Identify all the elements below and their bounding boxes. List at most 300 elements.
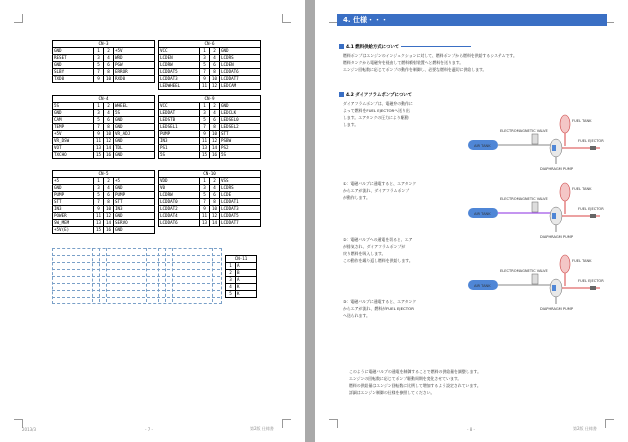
table-cell: 1 bbox=[94, 103, 104, 110]
table-cell: 8 bbox=[104, 69, 114, 76]
table-cell: 8 bbox=[104, 199, 114, 206]
table-cell: PUMP bbox=[114, 192, 155, 199]
table-cell: LEDSTB bbox=[159, 117, 200, 124]
table-cell: LEDWHEEL bbox=[159, 83, 200, 90]
table-cell: SW_MEM bbox=[53, 220, 94, 227]
connector-table bbox=[52, 95, 155, 159]
table-cell: 9 bbox=[200, 131, 210, 138]
connector-table-title: CN-10 bbox=[159, 171, 261, 178]
table-cell: 3 bbox=[94, 55, 104, 62]
table-cell: GND bbox=[53, 185, 94, 192]
table-cell: VCC bbox=[159, 103, 200, 110]
table-cell: LCDDAT5 bbox=[220, 213, 261, 220]
fuel-tank-shape bbox=[560, 183, 570, 201]
table-cell: GND bbox=[114, 138, 155, 145]
table-cell: 8 bbox=[210, 69, 220, 76]
table-cell: 11 bbox=[200, 138, 210, 145]
ejector-label: FUEL EJECTOR bbox=[578, 139, 604, 143]
fuel-tank-label: FUEL TANK bbox=[572, 119, 592, 123]
ejector-shape bbox=[590, 286, 596, 290]
table-cell: POWER bbox=[53, 213, 94, 220]
table-row bbox=[159, 178, 261, 185]
table-cell: LCDDAT6 bbox=[220, 69, 261, 76]
table-cell: 6 bbox=[210, 117, 220, 124]
table-cell: VCC bbox=[159, 48, 200, 55]
table-cell: IN3 bbox=[159, 138, 200, 145]
table-cell: VR_ADJ bbox=[114, 131, 155, 138]
table-cell: 3 bbox=[200, 110, 210, 117]
valve-label: ELECTROMAGNETIC VALVE bbox=[500, 197, 548, 201]
table-cell: 1 bbox=[200, 178, 210, 185]
grid-line bbox=[99, 248, 100, 302]
grid-line bbox=[52, 255, 220, 256]
table-cell: 12 bbox=[104, 213, 114, 220]
section-title bbox=[339, 44, 471, 50]
table-row bbox=[159, 124, 261, 131]
table-cell: IN3 bbox=[53, 206, 94, 213]
table-cell: 5 bbox=[200, 62, 210, 69]
table-row bbox=[159, 185, 261, 192]
connector-table-title: CN-3 bbox=[53, 41, 155, 48]
pump-diagram bbox=[460, 252, 610, 322]
crop-mark bbox=[282, 14, 291, 23]
table-cell: 5 bbox=[94, 192, 104, 199]
table-cell: TXCHO bbox=[53, 152, 94, 159]
table-cell: 5 bbox=[94, 62, 104, 69]
table-row bbox=[159, 145, 261, 152]
crop-mark bbox=[14, 14, 23, 23]
table-cell: 5 bbox=[94, 117, 104, 124]
table-row bbox=[53, 55, 155, 62]
table-cell: +5 bbox=[114, 178, 155, 185]
text-line: ③：電磁バルブに通電すると、エアタンク bbox=[343, 299, 417, 304]
text-line: 詳細はエンジン制御の仕様を参照してください。 bbox=[349, 390, 435, 395]
table-cell: 12 bbox=[210, 138, 220, 145]
step-1-text bbox=[343, 180, 416, 201]
table-cell: PUMP bbox=[53, 192, 94, 199]
bullet-square-icon bbox=[339, 92, 344, 97]
table-cell: 4 bbox=[104, 110, 114, 117]
table-row bbox=[53, 213, 155, 220]
table-cell: PSBW bbox=[220, 138, 261, 145]
table-cell: STT bbox=[53, 199, 94, 206]
table-cell: 13 bbox=[200, 145, 210, 152]
table-row bbox=[159, 55, 261, 62]
table-cell: B bbox=[236, 270, 257, 277]
table-cell: LEDSEL0 bbox=[220, 117, 261, 124]
table-row bbox=[159, 110, 261, 117]
table-cell: 10 bbox=[104, 76, 114, 83]
table-cell: GND bbox=[114, 185, 155, 192]
table-row bbox=[226, 263, 257, 270]
table-cell: RXD0 bbox=[114, 76, 155, 83]
pump-chamber bbox=[552, 285, 556, 291]
footer-left: 2013/3 bbox=[22, 427, 37, 432]
table-row bbox=[53, 206, 155, 213]
table-cell: LCDRS bbox=[220, 185, 261, 192]
connector-table bbox=[52, 40, 155, 83]
table-cell: 5 bbox=[226, 291, 236, 298]
section-header: 4. 仕様・・・ bbox=[337, 14, 607, 26]
table-cell: WHEEL bbox=[114, 103, 155, 110]
section-paragraph bbox=[343, 100, 413, 128]
grid-line bbox=[52, 283, 220, 284]
table-row bbox=[159, 199, 261, 206]
crop-mark bbox=[282, 419, 291, 428]
table-row bbox=[226, 277, 257, 284]
ejector-shape bbox=[590, 146, 596, 150]
table-cell: IN3 bbox=[114, 206, 155, 213]
table-row bbox=[159, 192, 261, 199]
table-cell: LEDDAT bbox=[159, 110, 200, 117]
table-cell: GND bbox=[114, 152, 155, 159]
table-cell: ERROR bbox=[114, 69, 155, 76]
table-cell: 6 bbox=[210, 192, 220, 199]
connector-table bbox=[158, 95, 261, 159]
table-cell: VDD bbox=[159, 178, 200, 185]
table-cell: 3 bbox=[94, 110, 104, 117]
text-line: します。 bbox=[343, 122, 359, 127]
section-title-text: 4.1 燃料供給方式について bbox=[346, 45, 400, 50]
footer-right: 第2版 仕様書 bbox=[573, 426, 597, 431]
table-cell: 16 bbox=[104, 227, 114, 234]
valve-shape bbox=[532, 134, 538, 144]
fuel-tank-label: FUEL TANK bbox=[572, 259, 592, 263]
table-cell: 13 bbox=[94, 220, 104, 227]
table-cell: 6 bbox=[210, 62, 220, 69]
table-cell: K bbox=[236, 291, 257, 298]
pump-label: DIAPHRAGM PUMP bbox=[540, 167, 573, 171]
text-line: ②：電磁バルブへの通電を切ると、エア bbox=[343, 237, 413, 242]
table-cell: 10 bbox=[210, 131, 220, 138]
grid-line bbox=[52, 262, 220, 263]
text-line: 燃料の供給量はエンジン回転数に比例して増加するよう設定されています。 bbox=[349, 383, 481, 388]
text-line: が排気され、ダイアフラムポンプが bbox=[343, 244, 406, 249]
fuel-tank-shape bbox=[560, 255, 570, 273]
table-cell: LCDDAT0 bbox=[159, 199, 200, 206]
pump-diagram bbox=[460, 112, 610, 182]
table-cell: 15 bbox=[94, 152, 104, 159]
table-cell: 8 bbox=[210, 199, 220, 206]
pump-label: DIAPHRAGM PUMP bbox=[540, 307, 573, 311]
table-cell: 16 bbox=[104, 152, 114, 159]
table-row bbox=[53, 48, 155, 55]
table-row bbox=[159, 206, 261, 213]
air-tank-label: AIR TANK bbox=[474, 284, 491, 288]
text-line: 燃料タンクから電磁弁を経由して燃料噴射装置へと燃料を送ります。 bbox=[343, 60, 464, 65]
pump-label: DIAPHRAGM PUMP bbox=[540, 235, 573, 239]
table-cell: VOT bbox=[53, 145, 94, 152]
table-cell: LCDRW bbox=[159, 192, 200, 199]
connector-table-title: CN-9 bbox=[159, 96, 261, 103]
table-cell: 3 bbox=[226, 277, 236, 284]
grid-line bbox=[146, 248, 147, 302]
table-cell: 4 bbox=[210, 55, 220, 62]
table-cell: GND bbox=[53, 48, 94, 55]
table-cell: 8 bbox=[210, 124, 220, 131]
table-cell: 5S bbox=[159, 152, 200, 159]
text-line: エンジンの回転数に応じてポンプ駆動周期を変化させています。 bbox=[349, 376, 462, 381]
table-cell: 12 bbox=[104, 138, 114, 145]
table-cell: 12 bbox=[210, 213, 220, 220]
table-row bbox=[53, 220, 155, 227]
pump-chamber bbox=[552, 145, 556, 151]
table-cell: 1 bbox=[200, 103, 210, 110]
table-row bbox=[53, 103, 155, 110]
table-cell: K bbox=[236, 284, 257, 291]
table-row bbox=[53, 185, 155, 192]
table-cell: GND bbox=[53, 62, 94, 69]
air-tank-label: AIR TANK bbox=[474, 212, 491, 216]
table-cell: 1 bbox=[200, 48, 210, 55]
table-cell: 14 bbox=[104, 220, 114, 227]
crop-mark bbox=[329, 419, 338, 428]
table-cell: A bbox=[236, 263, 257, 270]
table-cell: SLBY bbox=[53, 69, 94, 76]
footer-page-number: - 8 - bbox=[467, 427, 475, 432]
table-cell: LCDDAT5 bbox=[159, 69, 200, 76]
connector-table bbox=[225, 255, 257, 298]
table-cell: LCDEN bbox=[159, 55, 200, 62]
table-cell: LCDDAT2 bbox=[159, 206, 200, 213]
table-cell: PS2 bbox=[220, 145, 261, 152]
table-cell: 10 bbox=[210, 76, 220, 83]
table-row bbox=[159, 103, 261, 110]
table-cell: 7 bbox=[94, 69, 104, 76]
table-cell: +5 bbox=[53, 178, 94, 185]
grid-line bbox=[165, 248, 166, 302]
table-cell: 13 bbox=[200, 220, 210, 227]
table-cell: 5 bbox=[200, 192, 210, 199]
connector-table bbox=[158, 40, 261, 90]
text-line: が動作します。 bbox=[343, 195, 370, 200]
table-cell: 7 bbox=[200, 124, 210, 131]
table-cell: WRD bbox=[114, 55, 155, 62]
table-row bbox=[159, 117, 261, 124]
table-cell: GND bbox=[220, 48, 261, 55]
table-cell: RESET bbox=[53, 55, 94, 62]
table-cell: +5V(E) bbox=[53, 227, 94, 234]
table-cell: 7 bbox=[200, 199, 210, 206]
table-row bbox=[53, 178, 155, 185]
table-cell: STT bbox=[220, 131, 261, 138]
pump-diagram bbox=[460, 180, 610, 250]
table-cell: 10 bbox=[104, 131, 114, 138]
table-cell: 9 bbox=[94, 131, 104, 138]
table-cell: GND bbox=[114, 117, 155, 124]
table-cell: LEDCLK bbox=[220, 110, 261, 117]
grid-line bbox=[212, 248, 213, 302]
text-line: よって燃料をFUEL EJECTORへ送り出 bbox=[343, 108, 410, 113]
crop-mark bbox=[605, 419, 614, 428]
table-row bbox=[53, 138, 155, 145]
table-cell: LCDRS bbox=[220, 55, 261, 62]
bullet-square-icon bbox=[339, 44, 344, 49]
table-cell: VR_DSW bbox=[53, 138, 94, 145]
table-row bbox=[53, 192, 155, 199]
table-cell: 4 bbox=[226, 284, 236, 291]
table-row bbox=[226, 270, 257, 277]
text-line: このように電磁バルブの通電を制御することで燃料の供給量を調整します。 bbox=[349, 369, 481, 374]
table-row bbox=[53, 227, 155, 234]
table-cell: LCDDAT4 bbox=[159, 213, 200, 220]
table-row bbox=[53, 76, 155, 83]
table-row bbox=[159, 152, 261, 159]
valve-shape bbox=[532, 274, 538, 284]
right-page bbox=[315, 0, 628, 442]
text-line: 燃料ポンプはエンジンのインジェクションに対して、燃料ポンプから燃料を供給するシステムです。 bbox=[343, 53, 517, 58]
text-line: 戻り燃料を吸入します。 bbox=[343, 251, 386, 256]
table-row bbox=[159, 69, 261, 76]
table-cell: LEDSEL1 bbox=[159, 124, 200, 131]
table-cell: LCDDAT7 bbox=[220, 220, 261, 227]
table-cell: 12 bbox=[210, 83, 220, 90]
table-row bbox=[53, 131, 155, 138]
table-cell: CAM bbox=[53, 117, 94, 124]
table-cell: 4 bbox=[210, 185, 220, 192]
section-paragraph bbox=[343, 52, 517, 73]
valve-label: ELECTROMAGNETIC VALVE bbox=[500, 269, 548, 273]
table-cell: 4 bbox=[104, 55, 114, 62]
connector-table-title: CN-5 bbox=[53, 171, 155, 178]
pump-chamber bbox=[552, 213, 556, 219]
table-cell: LEDSEL2 bbox=[220, 124, 261, 131]
table-cell: LEDCAM bbox=[220, 83, 261, 90]
table-cell: 13 bbox=[94, 145, 104, 152]
text-line: ①：電磁バルブに通電すると、エアタンク bbox=[343, 181, 417, 186]
table-cell: 2 bbox=[210, 48, 220, 55]
grid-line bbox=[52, 290, 220, 291]
valve-label: ELECTROMAGNETIC VALVE bbox=[500, 129, 548, 133]
table-cell: PS1 bbox=[159, 145, 200, 152]
table-cell: STT bbox=[114, 199, 155, 206]
footer-page-number: - 7 - bbox=[145, 427, 153, 432]
table-cell: 2 bbox=[210, 103, 220, 110]
table-cell: TXD0 bbox=[53, 76, 94, 83]
table-cell: LCDRW bbox=[159, 62, 200, 69]
table-cell: 2 bbox=[226, 270, 236, 277]
table-row bbox=[53, 199, 155, 206]
table-cell: 5S bbox=[53, 103, 94, 110]
table-cell: LCDDAT1 bbox=[220, 199, 261, 206]
connector-table-title: CN-4 bbox=[53, 96, 155, 103]
ejector-label: FUEL EJECTOR bbox=[578, 207, 604, 211]
text-line: からエアが流れ、燃料がFUEL EJECTOR bbox=[343, 306, 414, 311]
valve-shape bbox=[532, 202, 538, 212]
section-title-text: 4.2 ダイアフラムポンプについて bbox=[346, 93, 413, 98]
table-cell: 14 bbox=[210, 145, 220, 152]
table-cell: 7 bbox=[94, 199, 104, 206]
table-cell: 5 bbox=[200, 117, 210, 124]
table-cell: 6 bbox=[104, 117, 114, 124]
grid-line bbox=[52, 297, 220, 298]
section-title bbox=[339, 92, 412, 98]
table-cell: LCDDAT3 bbox=[220, 206, 261, 213]
table-cell: 3 bbox=[94, 185, 104, 192]
table-cell: GND bbox=[53, 110, 94, 117]
text-line: この動作を繰り返し燃料を供給します。 bbox=[343, 258, 413, 263]
ejector-shape bbox=[590, 214, 596, 218]
table-row bbox=[226, 291, 257, 298]
table-row bbox=[53, 152, 155, 159]
table-cell: SERVO bbox=[114, 220, 155, 227]
table-cell: 9 bbox=[94, 206, 104, 213]
table-cell: TDL bbox=[114, 145, 155, 152]
table-cell: 14 bbox=[210, 220, 220, 227]
table-cell: 2 bbox=[210, 178, 220, 185]
footer-right: 第2版 仕様書 bbox=[250, 426, 274, 431]
table-cell: LCDE bbox=[220, 192, 261, 199]
table-cell: A bbox=[236, 277, 257, 284]
table-row bbox=[159, 213, 261, 220]
table-cell: 11 bbox=[200, 83, 210, 90]
table-cell: 7 bbox=[200, 69, 210, 76]
connector-table bbox=[52, 170, 155, 234]
table-cell: 1 bbox=[226, 263, 236, 270]
title-rule bbox=[401, 46, 471, 47]
table-cell: 9 bbox=[94, 76, 104, 83]
table-row bbox=[159, 138, 261, 145]
grid-line bbox=[158, 248, 159, 302]
table-cell: 6 bbox=[104, 62, 114, 69]
grid-line bbox=[172, 248, 173, 302]
text-line: からエアが流れ、ダイアフラムポンプ bbox=[343, 188, 410, 193]
table-cell: LCDDAT7 bbox=[220, 76, 261, 83]
table-cell: PUMP bbox=[159, 131, 200, 138]
fuel-tank-label: FUEL TANK bbox=[572, 187, 592, 191]
table-row bbox=[159, 48, 261, 55]
table-cell: 15 bbox=[200, 152, 210, 159]
connector-table-title: CN-11 bbox=[226, 256, 257, 263]
table-cell: 2 bbox=[104, 48, 114, 55]
table-cell: 11 bbox=[94, 138, 104, 145]
table-cell: +5V bbox=[114, 48, 155, 55]
table-cell: 1 bbox=[94, 48, 104, 55]
table-cell: 15 bbox=[94, 227, 104, 234]
table-cell: TEMP bbox=[53, 124, 94, 131]
table-cell: 11 bbox=[94, 213, 104, 220]
connector-table bbox=[158, 170, 261, 227]
table-cell: GND bbox=[114, 213, 155, 220]
table-cell: 3 bbox=[200, 185, 210, 192]
table-cell: GND bbox=[114, 227, 155, 234]
table-cell: 10 bbox=[104, 206, 114, 213]
text-line: ダイアフラムポンプは、電磁弁の動作に bbox=[343, 101, 413, 106]
table-cell: 4 bbox=[104, 185, 114, 192]
ejector-label: FUEL EJECTOR bbox=[578, 279, 604, 283]
table-cell: 2 bbox=[104, 178, 114, 185]
table-row bbox=[159, 62, 261, 69]
table-row bbox=[159, 76, 261, 83]
table-cell: 6 bbox=[104, 192, 114, 199]
table-cell: PGW bbox=[114, 62, 155, 69]
fuel-tank-shape bbox=[560, 115, 570, 133]
grid-line bbox=[52, 269, 220, 270]
table-cell: 4 bbox=[210, 110, 220, 117]
table-row bbox=[226, 284, 257, 291]
table-cell: 9 bbox=[200, 206, 210, 213]
table-row bbox=[159, 83, 261, 90]
grid-line bbox=[92, 248, 93, 302]
table-row bbox=[159, 220, 261, 227]
connector-table-title: CN-6 bbox=[159, 41, 261, 48]
table-cell: 14 bbox=[104, 145, 114, 152]
table-cell: VSS bbox=[220, 178, 261, 185]
table-cell: LCDEN bbox=[220, 62, 261, 69]
table-row bbox=[53, 117, 155, 124]
table-row bbox=[53, 124, 155, 131]
summary-paragraph bbox=[349, 368, 481, 396]
